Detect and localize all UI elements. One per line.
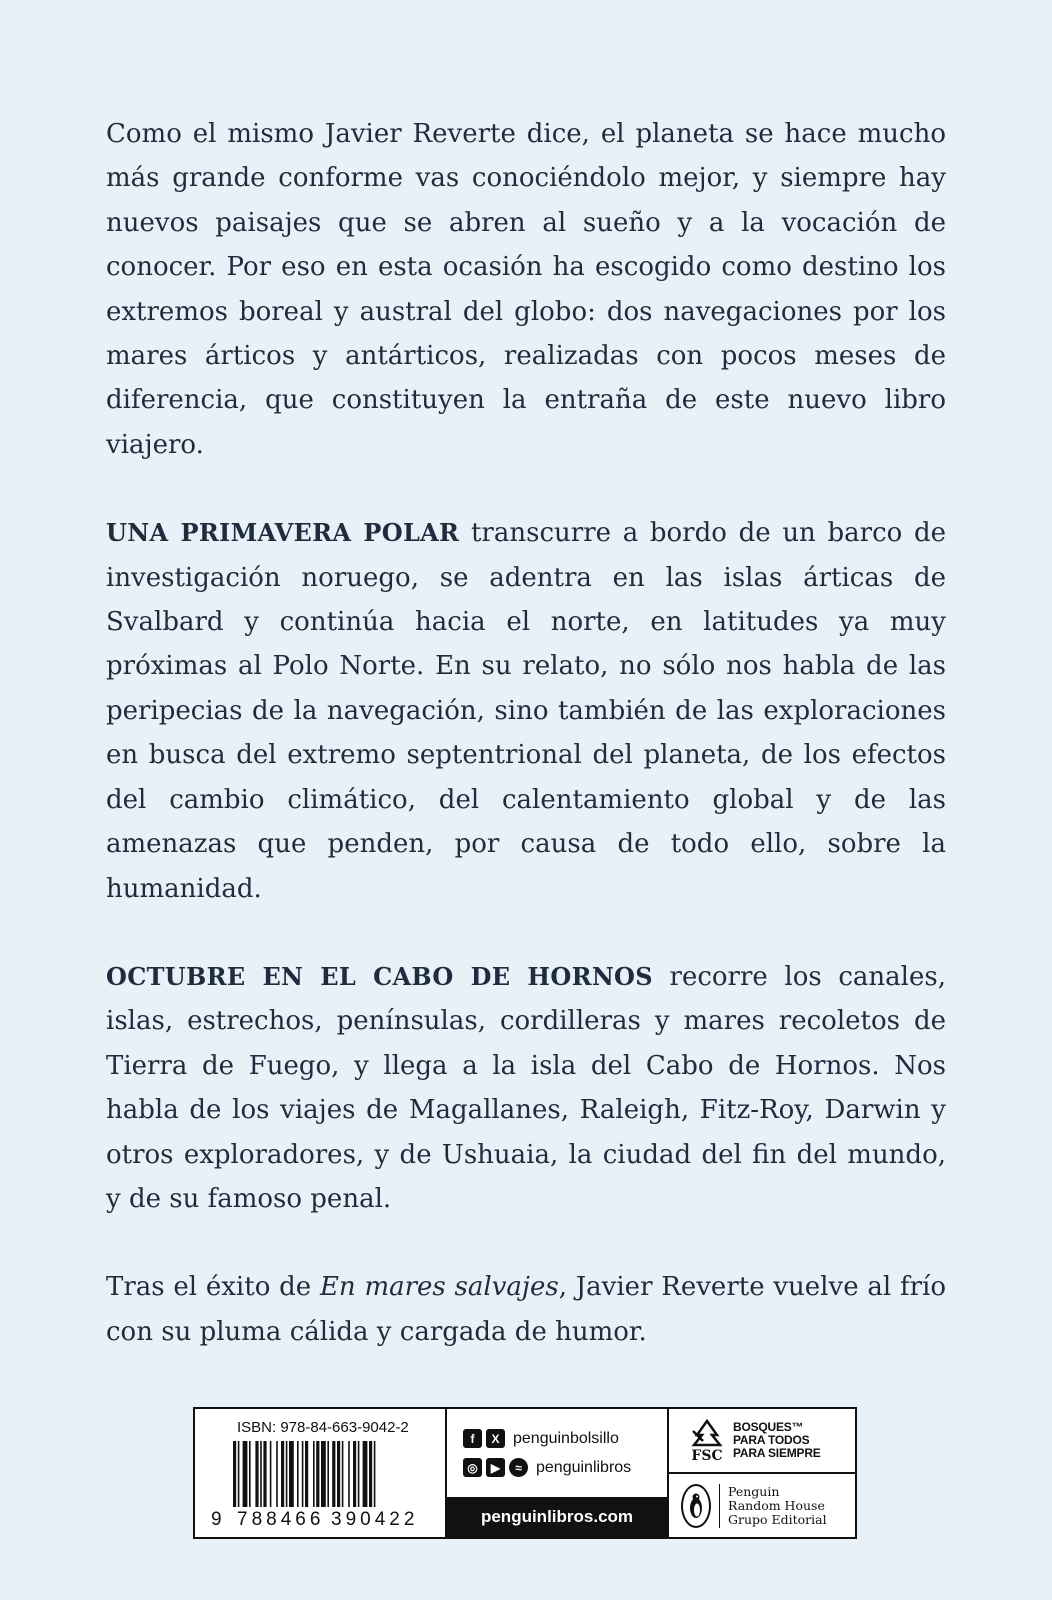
book-title-italic: En mares salvajes <box>319 1272 559 1303</box>
paragraph-primavera-text: transcurre a bordo de un barco de investigación noruego, se adentra en las islas árticas de Svalbard y continúa hacia el norte, en latitudes ya muy próximas al Polo Norte. En su relato, no sólo nos habla de las peripecias de la navegación, sino también de las exploraciones en busca del extremo septentrional del planeta, de los efectos del cambio climático, del calentamiento global y de las amenazas que penden, por causa de todo ello, sobre la humanidad. <box>106 518 947 904</box>
paragraph-octubre-text: recorre los canales, islas, estrechos, penínsulas, cordilleras y mares recoletos de Tierra de Fuego, y llega a la isla del Cabo de Hornos. Nos habla de los viajes de Magallanes, Raleigh, Fitz-Roy, Darwin y otros exploradores, y de Ushuaia, la ciudad del fin del mundo, y de su famoso penal. <box>106 961 946 1214</box>
back-cover-text <box>106 112 946 1398</box>
prh-line-1: Penguin <box>728 1483 780 1499</box>
isbn-cell <box>195 1409 447 1537</box>
fsc-logo <box>669 1409 855 1474</box>
paragraph-intro <box>106 112 946 467</box>
prh-divider <box>719 1484 720 1528</box>
logos-cell <box>669 1409 855 1537</box>
barcode-digits <box>211 1509 418 1531</box>
barcode-digit-first: 9 <box>211 1509 223 1530</box>
prh-line-2: Random House <box>728 1497 825 1513</box>
youtube-icon[interactable]: ▶ <box>486 1458 505 1477</box>
x-icon[interactable]: X <box>486 1429 505 1448</box>
bosques-line-3: PARA SIEMPRE <box>733 1446 821 1460</box>
social-handle-1[interactable]: penguinbolsillo <box>513 1429 619 1447</box>
paragraph-octubre <box>106 955 946 1221</box>
section-title-octubre: OCTUBRE EN EL CABO DE HORNOS <box>106 961 653 991</box>
penguin-icon <box>681 1484 711 1528</box>
website-link[interactable]: penguinlibros.com <box>447 1497 667 1537</box>
isbn-label: ISBN: 978-84-663-9042-2 <box>237 1419 409 1436</box>
social-row-1 <box>447 1429 667 1448</box>
social-row-2 <box>447 1458 667 1477</box>
bosques-line-2: PARA TODOS <box>733 1433 810 1447</box>
paragraph-primavera <box>106 511 946 911</box>
fsc-label: FSC <box>691 1447 723 1464</box>
facebook-icon[interactable]: f <box>463 1429 482 1448</box>
social-handle-2[interactable]: penguinlibros <box>536 1458 632 1476</box>
closing-text-post: , Javier Reverte vuelve al frío con su pluma cálida y cargada de humor. <box>106 1272 946 1347</box>
paragraph-intro-text: Como el mismo Javier Reverte dice, el planeta se hace mucho más grande conforme vas conociéndolo mejor, y siempre hay nuevos paisajes que se abren al sueño y a la vocación de conocer. Por eso en esta ocasión ha escogido como destino los extremos boreal y austral del globo: dos navegaciones por los mares árticos y antárticos, realizadas con pocos meses de diferencia, que constituyen la entraña de este nuevo libro viajero. <box>106 119 946 460</box>
barcode-image <box>233 1441 429 1513</box>
prh-text <box>728 1485 827 1527</box>
bosques-line-1: BOSQUES™ <box>733 1420 804 1434</box>
bosques-text <box>733 1421 821 1460</box>
barcode-digits-right: 390422 <box>331 1509 419 1530</box>
fsc-tree-icon <box>689 1419 725 1449</box>
prh-logo <box>669 1474 855 1537</box>
closing-text-pre: Tras el éxito de <box>106 1272 320 1303</box>
paragraph-closing <box>106 1265 946 1354</box>
barcode-panel <box>193 1407 857 1539</box>
instagram-icon[interactable]: ◎ <box>463 1458 482 1477</box>
barcode-digits-left: 788466 <box>237 1509 325 1530</box>
prh-line-3: Grupo Editorial <box>728 1511 827 1527</box>
spotify-icon[interactable]: ≈ <box>509 1458 528 1477</box>
social-cell <box>447 1409 669 1537</box>
section-title-primavera: UNA PRIMAVERA POLAR <box>106 518 460 548</box>
